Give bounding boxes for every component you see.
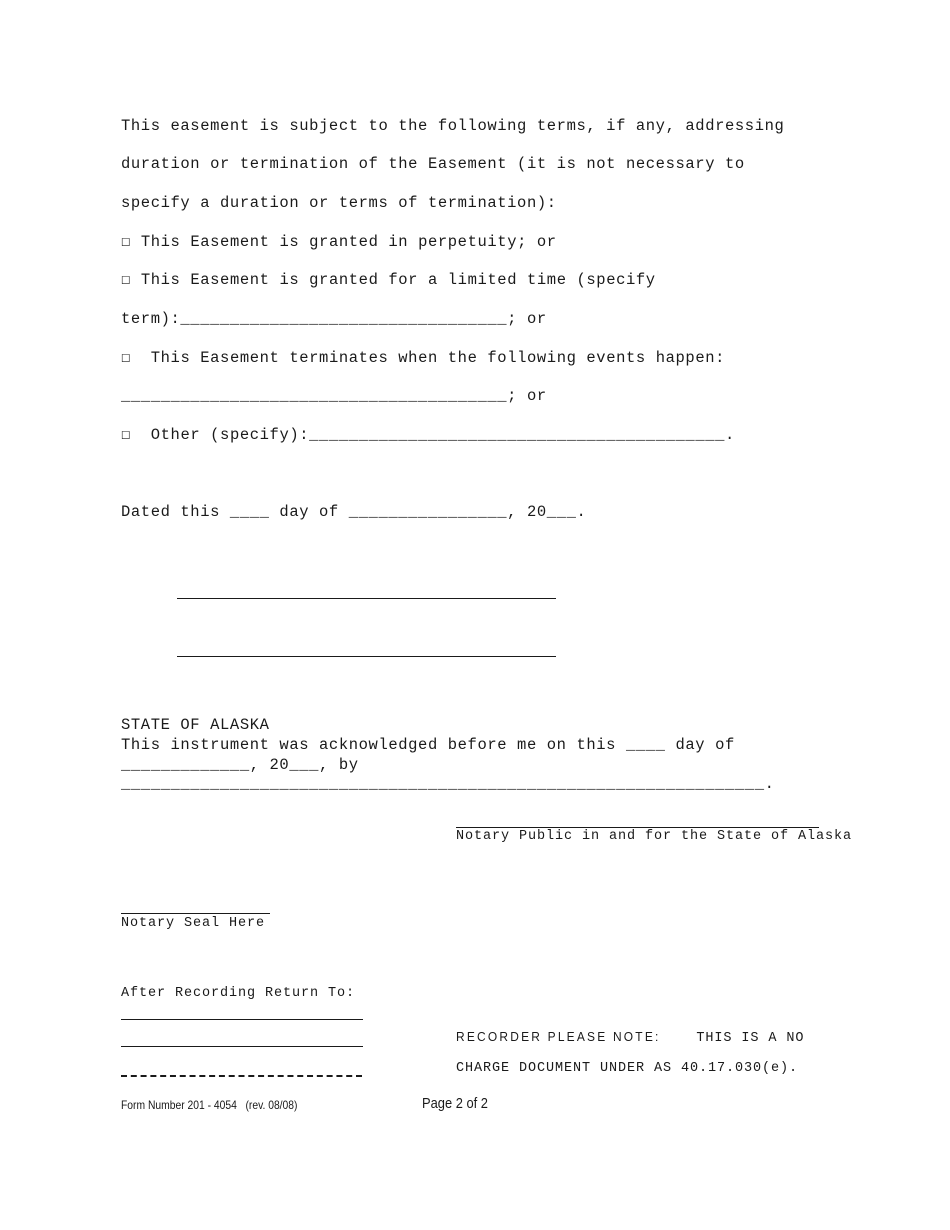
option-other[interactable]: ☐ Other (specify):__________________________________________.	[121, 426, 735, 444]
dated-line[interactable]: Dated this ____ day of ________________, 20___.	[121, 503, 587, 521]
form-number: Form Number 201 - 4054 (rev. 08/08)	[121, 1098, 298, 1112]
option-terminating-events[interactable]: ☐ This Easement terminates when the following events happen:	[121, 349, 726, 367]
return-address-line-2[interactable]	[121, 1046, 363, 1047]
terms-intro-line-1: This easement is subject to the following terms, if any, addressing	[121, 117, 785, 135]
recorder-note-label: RECORDER PLEASE NOTE:	[456, 1029, 661, 1044]
notary-caption: Notary Public in and for the State of Alaska	[456, 829, 853, 844]
acknowledged-by-field[interactable]: _________________________________________________________________.	[121, 775, 775, 793]
return-to-label: After Recording Return To:	[121, 986, 356, 1001]
option-limited-time[interactable]: ☐ This Easement is granted for a limited time (specify	[121, 271, 656, 289]
acknowledgment-date-field[interactable]: _____________, 20___, by	[121, 756, 359, 774]
limited-term-field[interactable]: term):_________________________________; or	[121, 310, 547, 328]
recorder-note-line-1	[456, 1028, 804, 1048]
page-number: Page 2 of 2	[422, 1095, 488, 1112]
notary-seal-line	[121, 913, 270, 914]
recorder-note-line-2: CHARGE DOCUMENT UNDER AS 40.17.030(e).	[456, 1061, 799, 1076]
return-address-line-3[interactable]	[121, 1075, 362, 1077]
state-heading: STATE OF ALASKA	[121, 716, 270, 734]
signature-line-2[interactable]	[177, 656, 556, 657]
option-perpetuity[interactable]: ☐ This Easement is granted in perpetuity; or	[121, 233, 557, 251]
recorder-note-text-1: THIS IS A NO	[696, 1031, 805, 1046]
notary-seal-label: Notary Seal Here	[121, 916, 266, 931]
terminating-events-field[interactable]: _______________________________________; or	[121, 387, 547, 405]
return-address-line-1[interactable]	[121, 1019, 363, 1020]
terms-intro-line-3: specify a duration or terms of termination):	[121, 194, 557, 212]
acknowledgment-line-1: This instrument was acknowledged before me on this ____ day of	[121, 736, 735, 754]
terms-intro-line-2: duration or termination of the Easement (it is not necessary to	[121, 155, 745, 173]
signature-line-1[interactable]	[177, 598, 556, 599]
